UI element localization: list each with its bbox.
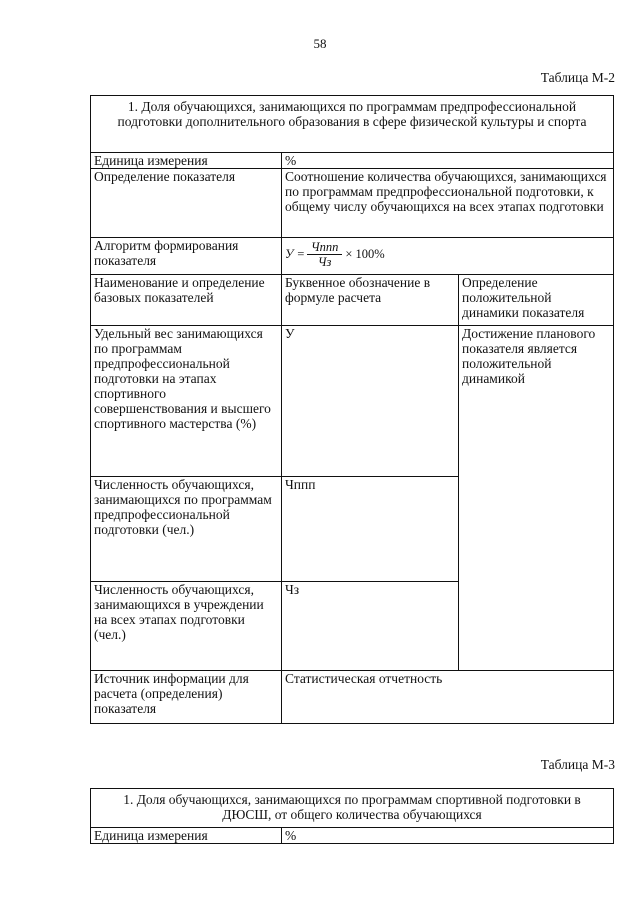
row-total-count-symbol: Чз — [282, 582, 459, 671]
definition-value: Соотношение количества обучающихся, занимающихся по программам предпрофессиональной подготовки, к общему числу обучающихся на всех этапах подготовки — [282, 169, 614, 238]
source-value: Статистическая отчетность — [282, 671, 614, 724]
page-number: 58 — [313, 36, 327, 51]
row-specific-weight-symbol: У — [282, 326, 459, 477]
formula-denominator: Чз — [317, 254, 332, 269]
row-preprofessional-count-symbol: Чппп — [282, 477, 459, 582]
formula-lhs: У = — [285, 246, 305, 261]
header-positive-dynamics: Определение положительной динамики показателя — [459, 275, 614, 326]
table-m2 — [90, 95, 614, 724]
formula-fraction — [307, 240, 342, 269]
algorithm-formula — [282, 238, 614, 275]
unit-label: Единица измерения — [91, 153, 282, 169]
row-specific-weight-name: Удельный вес занимающихся по программам предпрофессиональной подготовки на этапах спортивного совершенствования и высшего спортивного мастерства (%) — [91, 326, 282, 477]
table-m3 — [90, 788, 614, 844]
formula-numerator: Чппп — [307, 240, 342, 255]
table-m3-title: 1. Доля обучающихся, занимающихся по программам спортивной подготовки в ДЮСШ, от общего количества обучающихся — [91, 789, 614, 828]
m3-unit-label: Единица измерения — [91, 828, 282, 844]
algorithm-label: Алгоритм формирования показателя — [91, 238, 282, 275]
source-label: Источник информации для расчета (определения) показателя — [91, 671, 282, 724]
row-preprofessional-count-name: Численность обучающихся, занимающихся по программам предпрофессиональной подготовки (чел.) — [91, 477, 282, 582]
table-m2-caption: Таблица М-2 — [540, 70, 615, 85]
header-base-indicators: Наименование и определение базовых показателей — [91, 275, 282, 326]
row-total-count-name: Численность обучающихся, занимающихся в учреждении на всех этапах подготовки (чел.) — [91, 582, 282, 671]
positive-dynamics-text: Достижение планового показателя является положительной динамикой — [459, 326, 614, 671]
m3-unit-value: % — [282, 828, 614, 844]
formula-rhs: × 100% — [345, 246, 385, 261]
header-letter-designation: Буквенное обозначение в формуле расчета — [282, 275, 459, 326]
formula — [285, 238, 610, 270]
table-m3-caption: Таблица М-3 — [540, 757, 615, 772]
definition-label: Определение показателя — [91, 169, 282, 238]
table-m2-title: 1. Доля обучающихся, занимающихся по программам предпрофессиональной подготовки дополнительного образования в сфере физической культуры и спорта — [91, 96, 614, 153]
unit-value: % — [282, 153, 614, 169]
